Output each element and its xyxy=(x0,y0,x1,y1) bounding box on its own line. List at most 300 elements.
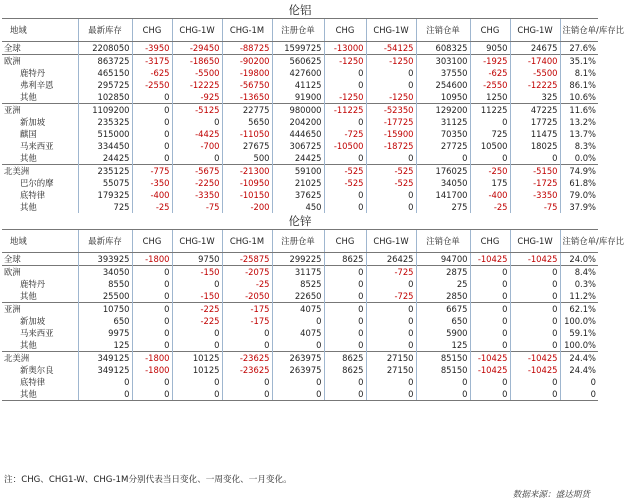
footnote: 注：CHG、CHG1-W、CHG-1M分别代表当日变化、一周变化、一月变化。 xyxy=(4,475,292,485)
column-header: 注销仓单 xyxy=(416,19,470,42)
header-row xyxy=(2,230,598,253)
region-name: 欧洲 xyxy=(2,55,78,68)
cell-value: -400 xyxy=(470,189,510,201)
cell-value: 0 xyxy=(324,189,366,201)
cell-value: 125 xyxy=(416,339,470,352)
cell-value: -5675 xyxy=(172,165,222,178)
cell-value: 515000 xyxy=(78,128,132,140)
sub-region-row xyxy=(2,79,598,91)
cell-value: 0 xyxy=(470,327,510,339)
cell-value: 0 xyxy=(416,388,470,401)
cell-value: 0 xyxy=(172,152,222,165)
cell-value: 235125 xyxy=(78,165,132,178)
region-name: 欧洲 xyxy=(2,266,78,279)
cell-value: 0 xyxy=(172,327,222,339)
cell-value: 24675 xyxy=(510,42,560,55)
cell-value: 8625 xyxy=(324,364,366,376)
cell-value: -525 xyxy=(324,177,366,189)
column-header: CHG xyxy=(324,230,366,253)
cell-value: -350 xyxy=(132,177,172,189)
cell-value: 725 xyxy=(78,201,132,213)
cell-value: 2850 xyxy=(416,290,470,303)
cell-value: 10125 xyxy=(172,364,222,376)
cell-value: 179325 xyxy=(78,189,132,201)
cell-value: 91900 xyxy=(272,91,324,104)
column-header: 地域 xyxy=(2,19,78,42)
cell-value: 450 xyxy=(272,201,324,213)
cell-value: -56750 xyxy=(222,79,272,91)
cell-value: -2050 xyxy=(222,290,272,303)
cell-value: 0 xyxy=(510,376,560,388)
cell-value: 129200 xyxy=(416,104,470,117)
cell-value: 0 xyxy=(470,303,510,316)
cell-value: 79.0% xyxy=(569,189,596,200)
region-name: 其他 xyxy=(2,339,78,352)
cell-value: 0 xyxy=(366,152,416,165)
cell-value: 0 xyxy=(470,116,510,128)
cell-value: 0 xyxy=(132,140,172,152)
cell-value: 8625 xyxy=(324,253,366,266)
cell-value: 18025 xyxy=(510,140,560,152)
cell-value: 100.0% xyxy=(564,339,596,350)
cell-value: 27.6% xyxy=(569,42,596,53)
cell-value: 0 xyxy=(366,339,416,352)
cell-value: 0 xyxy=(366,201,416,213)
cell-value: 26425 xyxy=(366,253,416,266)
cell-value: 0.0% xyxy=(574,152,596,163)
cell-value: 37625 xyxy=(272,189,324,201)
cell-value: -15900 xyxy=(366,128,416,140)
column-header: 最新库存 xyxy=(78,19,132,42)
cell-value: 47225 xyxy=(510,104,560,117)
cell-value: 0 xyxy=(324,116,366,128)
region-row xyxy=(2,352,598,365)
cell-value: -1250 xyxy=(366,55,416,68)
column-header: 注册仓单 xyxy=(272,19,324,42)
column-header: 注销仓单/库存比 xyxy=(560,230,598,253)
cell-value: 24.4% xyxy=(569,364,596,375)
cell-value: 0 xyxy=(272,388,324,401)
cell-value: 102850 xyxy=(78,91,132,104)
cell-value: 0 xyxy=(272,339,324,352)
lme-inventory-table xyxy=(2,2,624,401)
cell-value: 21025 xyxy=(272,177,324,189)
cell-value: 0 xyxy=(132,327,172,339)
cell-value: 0 xyxy=(366,189,416,201)
cell-value: -1925 xyxy=(470,55,510,68)
region-row xyxy=(2,42,598,55)
cell-value: 0 xyxy=(132,303,172,316)
cell-value: -90200 xyxy=(222,55,272,68)
cell-value: 444650 xyxy=(272,128,324,140)
cell-value: 37550 xyxy=(416,67,470,79)
region-name: 新奥尔良 xyxy=(2,364,78,376)
sub-region-row xyxy=(2,278,598,290)
cell-value: 334450 xyxy=(78,140,132,152)
cell-value: 349125 xyxy=(78,352,132,365)
cell-value: 0 xyxy=(366,376,416,388)
region-name: 鹿特丹 xyxy=(2,67,78,79)
cell-value: 0 xyxy=(470,376,510,388)
cell-value: -21300 xyxy=(222,165,272,178)
cell-value: -10425 xyxy=(470,364,510,376)
cell-value: 863725 xyxy=(78,55,132,68)
cell-value: 85150 xyxy=(416,364,470,376)
cell-value: 27150 xyxy=(366,364,416,376)
cell-value: -150 xyxy=(172,290,222,303)
cell-value: 11475 xyxy=(510,128,560,140)
cell-value: 9975 xyxy=(78,327,132,339)
cell-value: 465150 xyxy=(78,67,132,79)
cell-value: 0 xyxy=(132,388,172,401)
column-header: 注销仓单 xyxy=(416,230,470,253)
cell-value: 299225 xyxy=(272,253,324,266)
cell-value: -25875 xyxy=(222,253,272,266)
cell-value: 1599725 xyxy=(272,42,324,55)
cell-value: -725 xyxy=(366,266,416,279)
region-name: 亚洲 xyxy=(2,104,78,117)
cell-value: 325 xyxy=(510,91,560,104)
cell-value: -3350 xyxy=(172,189,222,201)
sub-region-row xyxy=(2,189,598,201)
cell-value: 0 xyxy=(324,278,366,290)
cell-value: 427600 xyxy=(272,67,324,79)
cell-value: 725 xyxy=(470,128,510,140)
cell-value: 0 xyxy=(324,67,366,79)
cell-value: 0 xyxy=(510,315,560,327)
sub-region-row xyxy=(2,201,598,213)
region-name: 底特律 xyxy=(2,376,78,388)
column-header: 注册仓单 xyxy=(272,230,324,253)
cell-value: 0 xyxy=(560,388,598,401)
column-header: CHG xyxy=(132,230,172,253)
cell-value: 10125 xyxy=(172,352,222,365)
cell-value: 9050 xyxy=(470,42,510,55)
cell-value: 0 xyxy=(324,388,366,401)
section-title-row xyxy=(2,213,598,230)
cell-value: 0 xyxy=(132,339,172,352)
cell-value: 4075 xyxy=(272,303,324,316)
cell-value: -1800 xyxy=(132,364,172,376)
cell-value: 22775 xyxy=(222,104,272,117)
cell-value: 61.8% xyxy=(569,177,596,188)
cell-value: 608325 xyxy=(416,42,470,55)
cell-value: 500 xyxy=(222,152,272,165)
cell-value: 94700 xyxy=(416,253,470,266)
cell-value: -3350 xyxy=(510,189,560,201)
region-name: 鹿特丹 xyxy=(2,278,78,290)
cell-value: 86.1% xyxy=(569,79,596,90)
cell-value: 10500 xyxy=(470,140,510,152)
cell-value: 35.1% xyxy=(560,55,598,68)
region-name: 马来西亚 xyxy=(2,327,78,339)
cell-value: -1250 xyxy=(324,91,366,104)
cell-value: -775 xyxy=(132,165,172,178)
cell-value: 37.9% xyxy=(569,201,596,212)
cell-value: 175 xyxy=(470,177,510,189)
cell-value: 0 xyxy=(510,152,560,165)
region-name: 北美洲 xyxy=(2,165,78,178)
cell-value: -10150 xyxy=(222,189,272,201)
cell-value: 0 xyxy=(470,388,510,401)
cell-value: 2875 xyxy=(416,266,470,279)
cell-value: 0 xyxy=(132,376,172,388)
cell-value: -10425 xyxy=(510,364,560,376)
sub-region-row xyxy=(2,152,598,165)
cell-value: 0 xyxy=(172,339,222,352)
cell-value: 0 xyxy=(366,388,416,401)
cell-value: -10425 xyxy=(470,253,510,266)
cell-value: -1725 xyxy=(510,177,560,189)
cell-value: 0 xyxy=(366,278,416,290)
cell-value: -19800 xyxy=(222,67,272,79)
region-row xyxy=(2,55,598,68)
cell-value: -5500 xyxy=(172,67,222,79)
sub-region-row xyxy=(2,315,598,327)
cell-value: 0 xyxy=(132,152,172,165)
cell-value: 0 xyxy=(222,327,272,339)
cell-value: 0 xyxy=(222,388,272,401)
cell-value: -23625 xyxy=(222,364,272,376)
column-header: CHG xyxy=(470,19,510,42)
section-title-row xyxy=(2,2,598,19)
cell-value: 0 xyxy=(132,290,172,303)
cell-value: 34050 xyxy=(78,266,132,279)
column-header: CHG-1M xyxy=(222,230,272,253)
cell-value: -2250 xyxy=(172,177,222,189)
cell-value: 11.2% xyxy=(569,290,596,301)
cell-value: 204200 xyxy=(272,116,324,128)
cell-value: -250 xyxy=(470,165,510,178)
column-header: CHG xyxy=(470,230,510,253)
cell-value: -525 xyxy=(366,177,416,189)
cell-value: 0 xyxy=(324,152,366,165)
cell-value: 0 xyxy=(172,388,222,401)
cell-value: 8.3% xyxy=(574,140,596,151)
cell-value: 0 xyxy=(416,376,470,388)
cell-value: -200 xyxy=(222,201,272,213)
cell-value: 27675 xyxy=(222,140,272,152)
cell-value: 0 xyxy=(510,388,560,401)
sub-region-row xyxy=(2,177,598,189)
region-name: 其他 xyxy=(2,201,78,213)
cell-value: -25 xyxy=(470,201,510,213)
cell-value: -12225 xyxy=(510,79,560,91)
cell-value: -150 xyxy=(172,266,222,279)
cell-value: 1109200 xyxy=(78,104,132,117)
cell-value: 22650 xyxy=(272,290,324,303)
cell-value: 263975 xyxy=(272,364,324,376)
cell-value: 0 xyxy=(366,79,416,91)
column-header: CHG-1M xyxy=(222,19,272,42)
region-row xyxy=(2,253,598,266)
column-header: CHG-1W xyxy=(366,230,416,253)
region-row xyxy=(2,165,598,178)
cell-value: 70350 xyxy=(416,128,470,140)
data-source: 数据来源：盛达期货 xyxy=(512,490,590,500)
cell-value: 10750 xyxy=(78,303,132,316)
cell-value: -10425 xyxy=(510,352,560,365)
cell-value: 100.0% xyxy=(564,315,596,326)
cell-value: -5150 xyxy=(510,165,560,178)
sub-region-row xyxy=(2,327,598,339)
cell-value: 27150 xyxy=(366,352,416,365)
cell-value: 306725 xyxy=(272,140,324,152)
region-name: 其他 xyxy=(2,152,78,165)
cell-value: 0 xyxy=(416,152,470,165)
cell-value: 0 xyxy=(272,315,324,327)
cell-value: -525 xyxy=(366,165,416,178)
region-name: 马来西亚 xyxy=(2,140,78,152)
cell-value: 176025 xyxy=(416,165,470,178)
region-name: 其他 xyxy=(2,91,78,104)
sub-region-row xyxy=(2,376,598,388)
cell-value: -17400 xyxy=(510,55,560,68)
cell-value: -3950 xyxy=(132,42,172,55)
cell-value: -13000 xyxy=(324,42,366,55)
cell-value: -11225 xyxy=(324,104,366,117)
cell-value: 0 xyxy=(324,266,366,279)
cell-value: -25 xyxy=(132,201,172,213)
column-header: 注销仓单/库存比 xyxy=(560,19,598,42)
sub-region-row xyxy=(2,364,598,376)
cell-value: 0 xyxy=(324,303,366,316)
cell-value: 0 xyxy=(132,266,172,279)
cell-value: 55075 xyxy=(78,177,132,189)
cell-value: 0 xyxy=(366,303,416,316)
cell-value: 62.1% xyxy=(560,303,598,316)
cell-value: 1250 xyxy=(470,91,510,104)
column-header: CHG xyxy=(324,19,366,42)
cell-value: -1800 xyxy=(132,352,172,365)
region-name: 全球 xyxy=(2,253,78,266)
column-header: CHG-1W xyxy=(172,230,222,253)
region-name: 底特律 xyxy=(2,189,78,201)
region-name: 弗利辛恩 xyxy=(2,79,78,91)
cell-value: 24425 xyxy=(78,152,132,165)
cell-value: -925 xyxy=(172,91,222,104)
cell-value: 393925 xyxy=(78,253,132,266)
cell-value: -52350 xyxy=(366,104,416,117)
region-name: 亚洲 xyxy=(2,303,78,316)
section-title: 伦锌 xyxy=(2,213,598,230)
cell-value: -1250 xyxy=(366,91,416,104)
cell-value: -18725 xyxy=(366,140,416,152)
cell-value: -75 xyxy=(510,201,560,213)
cell-value: 59.1% xyxy=(569,327,596,338)
sub-region-row xyxy=(2,128,598,140)
cell-value: 0 xyxy=(172,116,222,128)
cell-value: 0 xyxy=(132,104,172,117)
region-row xyxy=(2,266,598,279)
cell-value: 0 xyxy=(324,376,366,388)
cell-value: -625 xyxy=(132,67,172,79)
cell-value: 2208050 xyxy=(78,42,132,55)
cell-value: -400 xyxy=(132,189,172,201)
cell-value: 0 xyxy=(272,376,324,388)
cell-value: 0 xyxy=(510,339,560,352)
cell-value: 5900 xyxy=(416,327,470,339)
cell-value: 0 xyxy=(324,339,366,352)
cell-value: 85150 xyxy=(416,352,470,365)
cell-value: 0 xyxy=(324,290,366,303)
cell-value: 303100 xyxy=(416,55,470,68)
column-header: CHG-1W xyxy=(172,19,222,42)
cell-value: -225 xyxy=(172,315,222,327)
cell-value: 8625 xyxy=(324,352,366,365)
cell-value: 27725 xyxy=(416,140,470,152)
cell-value: 0 xyxy=(132,116,172,128)
cell-value: 0 xyxy=(78,376,132,388)
cell-value: 275 xyxy=(416,201,470,213)
cell-value: -2075 xyxy=(222,266,272,279)
cell-value: 235325 xyxy=(78,116,132,128)
cell-value: -175 xyxy=(222,315,272,327)
sub-region-row xyxy=(2,116,598,128)
column-header: 地域 xyxy=(2,230,78,253)
cell-value: 0 xyxy=(132,91,172,104)
cell-value: 74.9% xyxy=(560,165,598,178)
cell-value: 0 xyxy=(470,339,510,352)
column-header: CHG-1W xyxy=(366,19,416,42)
cell-value: 560625 xyxy=(272,55,324,68)
cell-value: 650 xyxy=(416,315,470,327)
cell-value: -725 xyxy=(366,290,416,303)
cell-value: 141700 xyxy=(416,189,470,201)
cell-value: 5650 xyxy=(222,116,272,128)
cell-value: 0 xyxy=(172,278,222,290)
cell-value: 295725 xyxy=(78,79,132,91)
column-header: 最新库存 xyxy=(78,230,132,253)
cell-value: -1250 xyxy=(324,55,366,68)
cell-value: -700 xyxy=(172,140,222,152)
cell-value: 24425 xyxy=(272,152,324,165)
cell-value: 8525 xyxy=(272,278,324,290)
cell-value: -175 xyxy=(222,303,272,316)
cell-value: 0 xyxy=(324,201,366,213)
cell-value: 8.4% xyxy=(560,266,598,279)
cell-value: 0 xyxy=(222,339,272,352)
cell-value: -17725 xyxy=(366,116,416,128)
header-row xyxy=(2,19,598,42)
cell-value: 0 xyxy=(324,79,366,91)
sub-region-row xyxy=(2,140,598,152)
cell-value: 41125 xyxy=(272,79,324,91)
cell-value: 980000 xyxy=(272,104,324,117)
cell-value: 0 xyxy=(324,315,366,327)
cell-value: -4425 xyxy=(172,128,222,140)
cell-value: -10950 xyxy=(222,177,272,189)
cell-value: -5125 xyxy=(172,104,222,117)
cell-value: 0.3% xyxy=(574,278,596,289)
cell-value: -25 xyxy=(222,278,272,290)
cell-value: 0 xyxy=(510,278,560,290)
region-row xyxy=(2,104,598,117)
cell-value: 8.1% xyxy=(574,67,596,78)
cell-value: -225 xyxy=(172,303,222,316)
cell-value: 0 xyxy=(366,327,416,339)
cell-value: 31125 xyxy=(416,116,470,128)
cell-value: 11.6% xyxy=(560,104,598,117)
cell-value: 0 xyxy=(78,388,132,401)
sub-region-row xyxy=(2,339,598,352)
cell-value: 31175 xyxy=(272,266,324,279)
cell-value: -88725 xyxy=(222,42,272,55)
cell-value: 25 xyxy=(416,278,470,290)
cell-value: -5500 xyxy=(510,67,560,79)
cell-value: 10.6% xyxy=(569,91,596,102)
cell-value: -10425 xyxy=(510,253,560,266)
